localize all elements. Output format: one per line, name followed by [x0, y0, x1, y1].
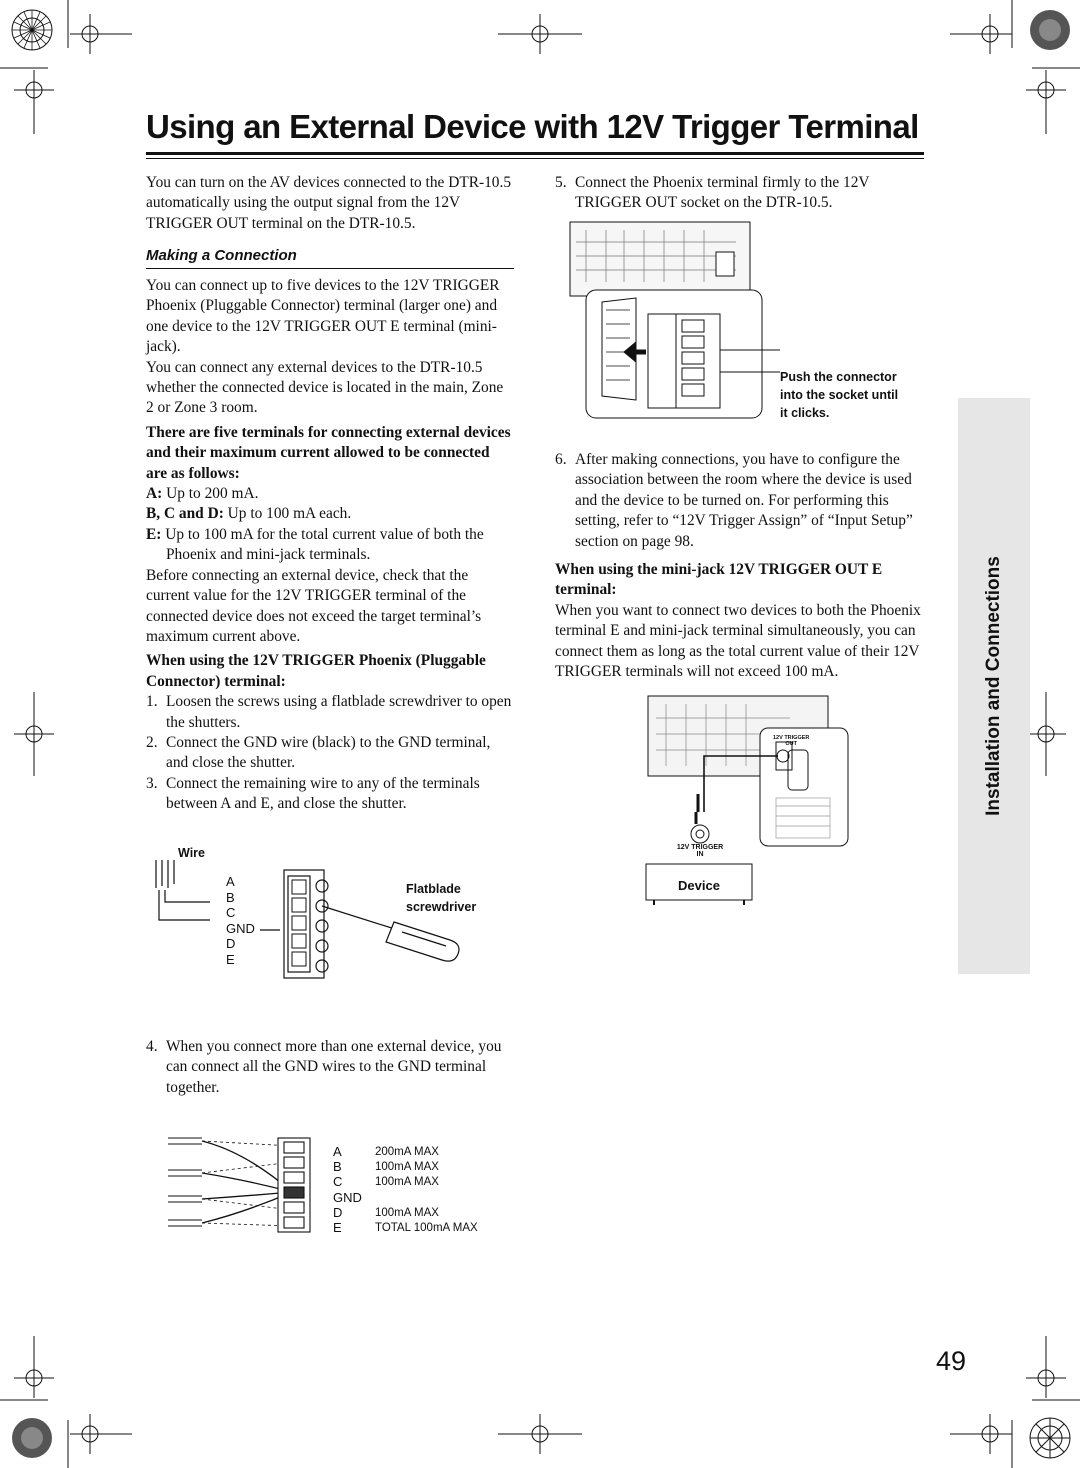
- paragraph: You can connect up to five devices to the 12V TRIGGER Phoenix (Pluggable Connector) terminal (larger one) and one device to the 12V TRIGGER OUT E terminal (mini-jack).: [146, 277, 500, 356]
- crosshair-target-icon: [70, 1414, 132, 1454]
- left-column-top: [146, 173, 514, 234]
- intro-paragraph: You can turn on the AV devices connected to the DTR-10.5 automatically using the output signal from the 12V TRIGGER OUT terminal on the DTR-10.5.: [146, 174, 512, 232]
- crosshair-target-icon: [498, 1414, 582, 1454]
- crop-wheel-icon: [12, 1418, 52, 1458]
- step-4: [146, 1037, 514, 1098]
- crosshair-target-icon: [70, 14, 132, 54]
- rear-panel-connector-drawing: [566, 218, 780, 428]
- trigger-in-label: 12V TRIGGER IN: [676, 844, 724, 858]
- current-item: A: Up to 200 mA.: [146, 485, 259, 503]
- list-item: 5. Connect the Phoenix terminal firmly to the 12V TRIGGER OUT socket on the DTR-10.5.: [555, 174, 870, 212]
- page-title: Using an External Device with 12V Trigger Terminal: [146, 108, 919, 145]
- section-title: Making a Connection: [146, 247, 297, 264]
- title-rule: [146, 152, 924, 155]
- crosshair-target-icon: [1026, 1336, 1066, 1398]
- crosshair-target-icon: [950, 14, 1012, 54]
- push-caption: Push the connector into the socket until it clicks.: [780, 370, 899, 420]
- bold-lead: There are five terminals for connecting external devices and their maximum current allowed to be connected are as follows:: [146, 423, 511, 482]
- terminal-labels: A B C GND D E: [226, 874, 255, 967]
- device-label: Device: [678, 878, 720, 893]
- crosshair-target-icon: [950, 1414, 1012, 1454]
- terminal-labels: A B C GND D E: [333, 1144, 362, 1236]
- paragraph: When you want to connect two devices to both the Phoenix terminal E and mini-jack terminal simultaneously, you can connect them as long as the total current value of their 12V TRIGGER terminals will not exceed 100 mA.: [555, 601, 921, 681]
- trigger-out-label: 12V TRIGGER OUT: [773, 735, 810, 747]
- list-item: 2. Connect the GND wire (black) to the GND terminal, and close the shutter.: [146, 733, 491, 772]
- crosshair-target-icon: [14, 1336, 54, 1398]
- current-limit-labels: 200mA MAX 100mA MAX 100mA MAX 100mA MAX TOTAL 100mA MAX: [375, 1146, 478, 1234]
- list-item: 1. Loosen the screws using a flatblade screwdriver to open the shutters.: [146, 693, 512, 731]
- left-column: [146, 276, 514, 815]
- crosshair-target-icon: [1026, 70, 1066, 134]
- current-item: B, C and D: Up to 100 mA each.: [146, 505, 352, 523]
- side-tab-label: Installation and Connections: [983, 556, 1004, 816]
- step-5: [555, 173, 923, 214]
- crop-wheel-icon: [12, 10, 52, 50]
- title-rule: [146, 158, 924, 159]
- list-item: 3. Connect the remaining wire to any of the terminals between A and E, and close the shutter.: [146, 774, 480, 813]
- wire-label: Wire: [178, 846, 205, 860]
- section-rule: [146, 268, 514, 269]
- screwdriver-drawing: [150, 840, 520, 990]
- phoenix-heading: When using the 12V TRIGGER Phoenix (Pluggable Connector) terminal:: [146, 652, 486, 690]
- page-number: 49: [936, 1346, 967, 1376]
- screwdriver-label: Flatblade screwdriver: [406, 882, 477, 914]
- list-item: 4. When you connect more than one external device, you can connect all the GND wires to the GND terminal together.: [146, 1038, 502, 1096]
- screwdriver-figure: [150, 840, 520, 990]
- minijack-heading: When using the mini-jack 12V TRIGGER OUT E terminal:: [555, 561, 883, 599]
- crosshair-target-icon: [498, 14, 582, 54]
- crosshair-target-icon: [1026, 692, 1066, 776]
- current-item: E: Up to 100 mA for the total current value of both the Phoenix and mini-jack terminals.: [146, 525, 484, 564]
- paragraph: Before connecting an external device, check that the current value for the 12V TRIGGER terminal of the connected device does not exceed the target terminal’s maximum current above.: [146, 566, 482, 645]
- crop-wheel-icon: [1030, 10, 1070, 50]
- paragraph: You can connect any external devices to the DTR-10.5 whether the connected device is located in the main, Zone 2 or Zone 3 room.: [146, 358, 504, 417]
- list-item: 6. After making connections, you have to configure the association between the room where the device is used and the device to be turned on. For performing this setting, refer to “12V Trigger Assign” of “Input Setup” section on page 98.: [555, 451, 913, 550]
- crop-wheel-icon: [1030, 1418, 1070, 1458]
- right-column: [555, 450, 923, 682]
- crosshair-target-icon: [14, 70, 54, 134]
- crosshair-target-icon: [14, 692, 54, 776]
